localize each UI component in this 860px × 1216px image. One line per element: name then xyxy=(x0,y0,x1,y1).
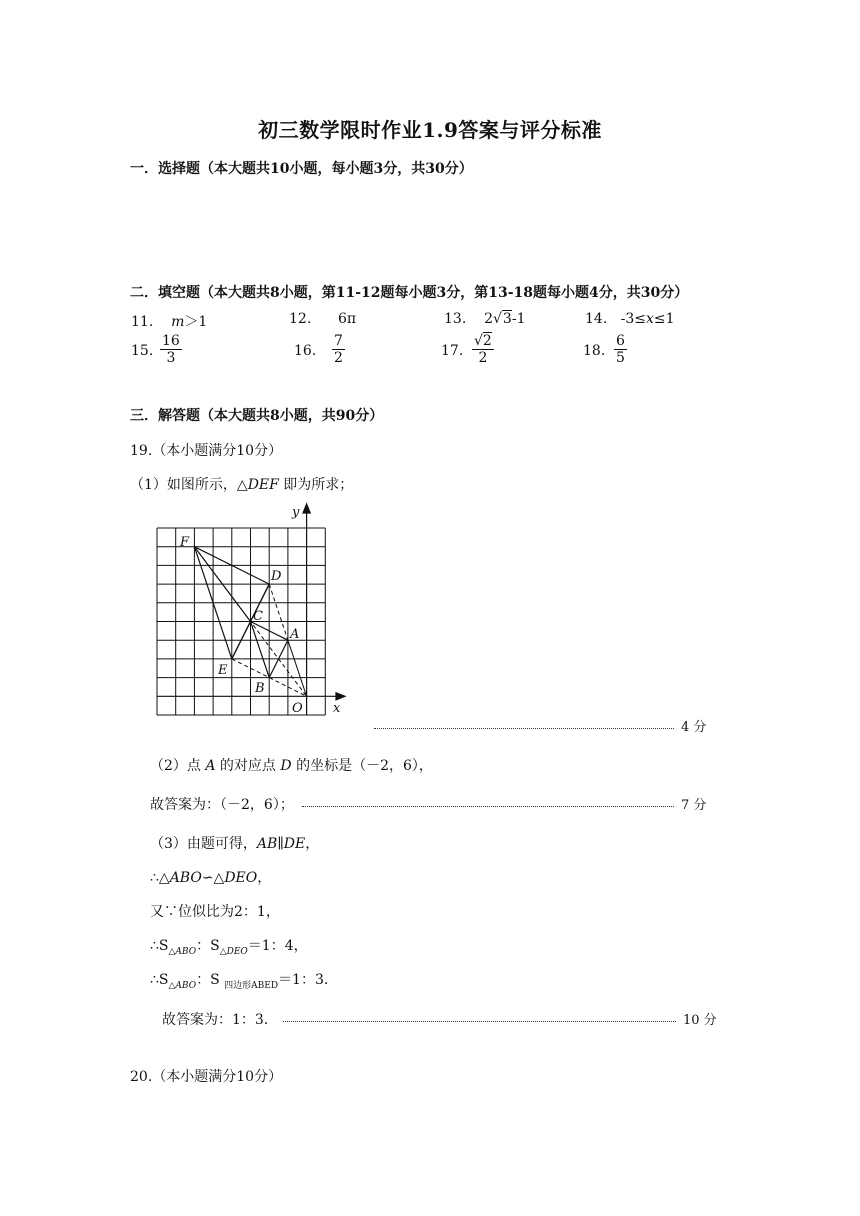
score-3: 10 分 xyxy=(683,1013,717,1028)
section-2-heading: 二．填空题（本大题共8小题，第11-12题每小题3分，第13-18题每小题4分，共30分） xyxy=(130,285,689,301)
score-leader-3 xyxy=(283,1021,676,1022)
score-leader-2 xyxy=(302,806,674,807)
answer-15-num: 15. xyxy=(131,343,154,359)
q19-part2-answer: 故答案为：（－2，6）； xyxy=(150,797,294,813)
q19-step-similar: ∴△ABO∽△DEO， xyxy=(150,870,272,886)
label-e: E xyxy=(218,663,228,678)
label-o: O xyxy=(292,701,303,716)
answer-18-num: 18. xyxy=(583,343,606,359)
coordinate-grid-figure xyxy=(140,500,355,722)
answer-12: 12. 6π xyxy=(289,311,357,327)
answer-14: 14. -3≤x≤1 xyxy=(585,311,675,327)
label-f: F xyxy=(180,535,190,550)
q19-part2: （2）点 A 的对应点 D 的坐标是（－2，6）， xyxy=(150,758,433,774)
answer-17-fraction: $\frac{√2}{2}$ xyxy=(474,333,492,367)
q19-step-ratio: 又∵位似比为2：1， xyxy=(150,904,280,920)
q19-step-quad-ratio: $\therefore S_{\triangle ABO}$：S $_{四边形ABED}$＝1：3． xyxy=(150,972,338,991)
label-b: B xyxy=(255,681,265,696)
answer-11: 11. m＞1 xyxy=(131,314,208,330)
solid-figure-lines xyxy=(194,547,288,678)
q19-step-area-ratio: $\therefore S_{\triangle ABO}$：$S_{\triangle DEO}=1$：4， xyxy=(150,938,308,957)
answer-16-num: 16. xyxy=(294,343,317,359)
label-d: D xyxy=(271,569,282,584)
q19-part3: （3）由题可得，AB∥DE， xyxy=(150,836,320,852)
answer-15-fraction: $\frac{16}{3}$ xyxy=(162,333,180,367)
q19-part3-answer: 故答案为：1：3． xyxy=(162,1012,278,1028)
x-axis-arrow xyxy=(336,693,345,700)
section-1-heading: 一．选择题（本大题共10小题，每小题3分，共30分） xyxy=(130,161,473,177)
answer-16-fraction: $\frac{7}{2}$ xyxy=(334,333,343,367)
label-c: C xyxy=(253,609,263,624)
question-20-header: 20.（本小题满分10分） xyxy=(130,1069,283,1085)
q19-part1: （1）如图所示，△DEF 即为所求； xyxy=(130,477,354,493)
section-3-heading: 三．解答题（本大题共8小题，共90分） xyxy=(130,408,384,424)
score-1: 4 分 xyxy=(681,720,707,735)
answer-13: 13. 2√3-1 xyxy=(444,311,526,327)
label-x: x xyxy=(333,701,341,716)
label-y: y xyxy=(292,505,300,520)
page-title: 初三数学限时作业1.9答案与评分标准 xyxy=(258,118,602,142)
score-leader-1 xyxy=(374,728,674,729)
y-axis-arrow xyxy=(303,504,310,513)
label-a: A xyxy=(290,627,300,642)
question-19-header: 19.（本小题满分10分） xyxy=(130,443,283,459)
answer-18-fraction: $\frac{6}{5}$ xyxy=(616,333,625,367)
answer-17-num: 17. xyxy=(441,343,464,359)
score-2: 7 分 xyxy=(681,798,707,813)
